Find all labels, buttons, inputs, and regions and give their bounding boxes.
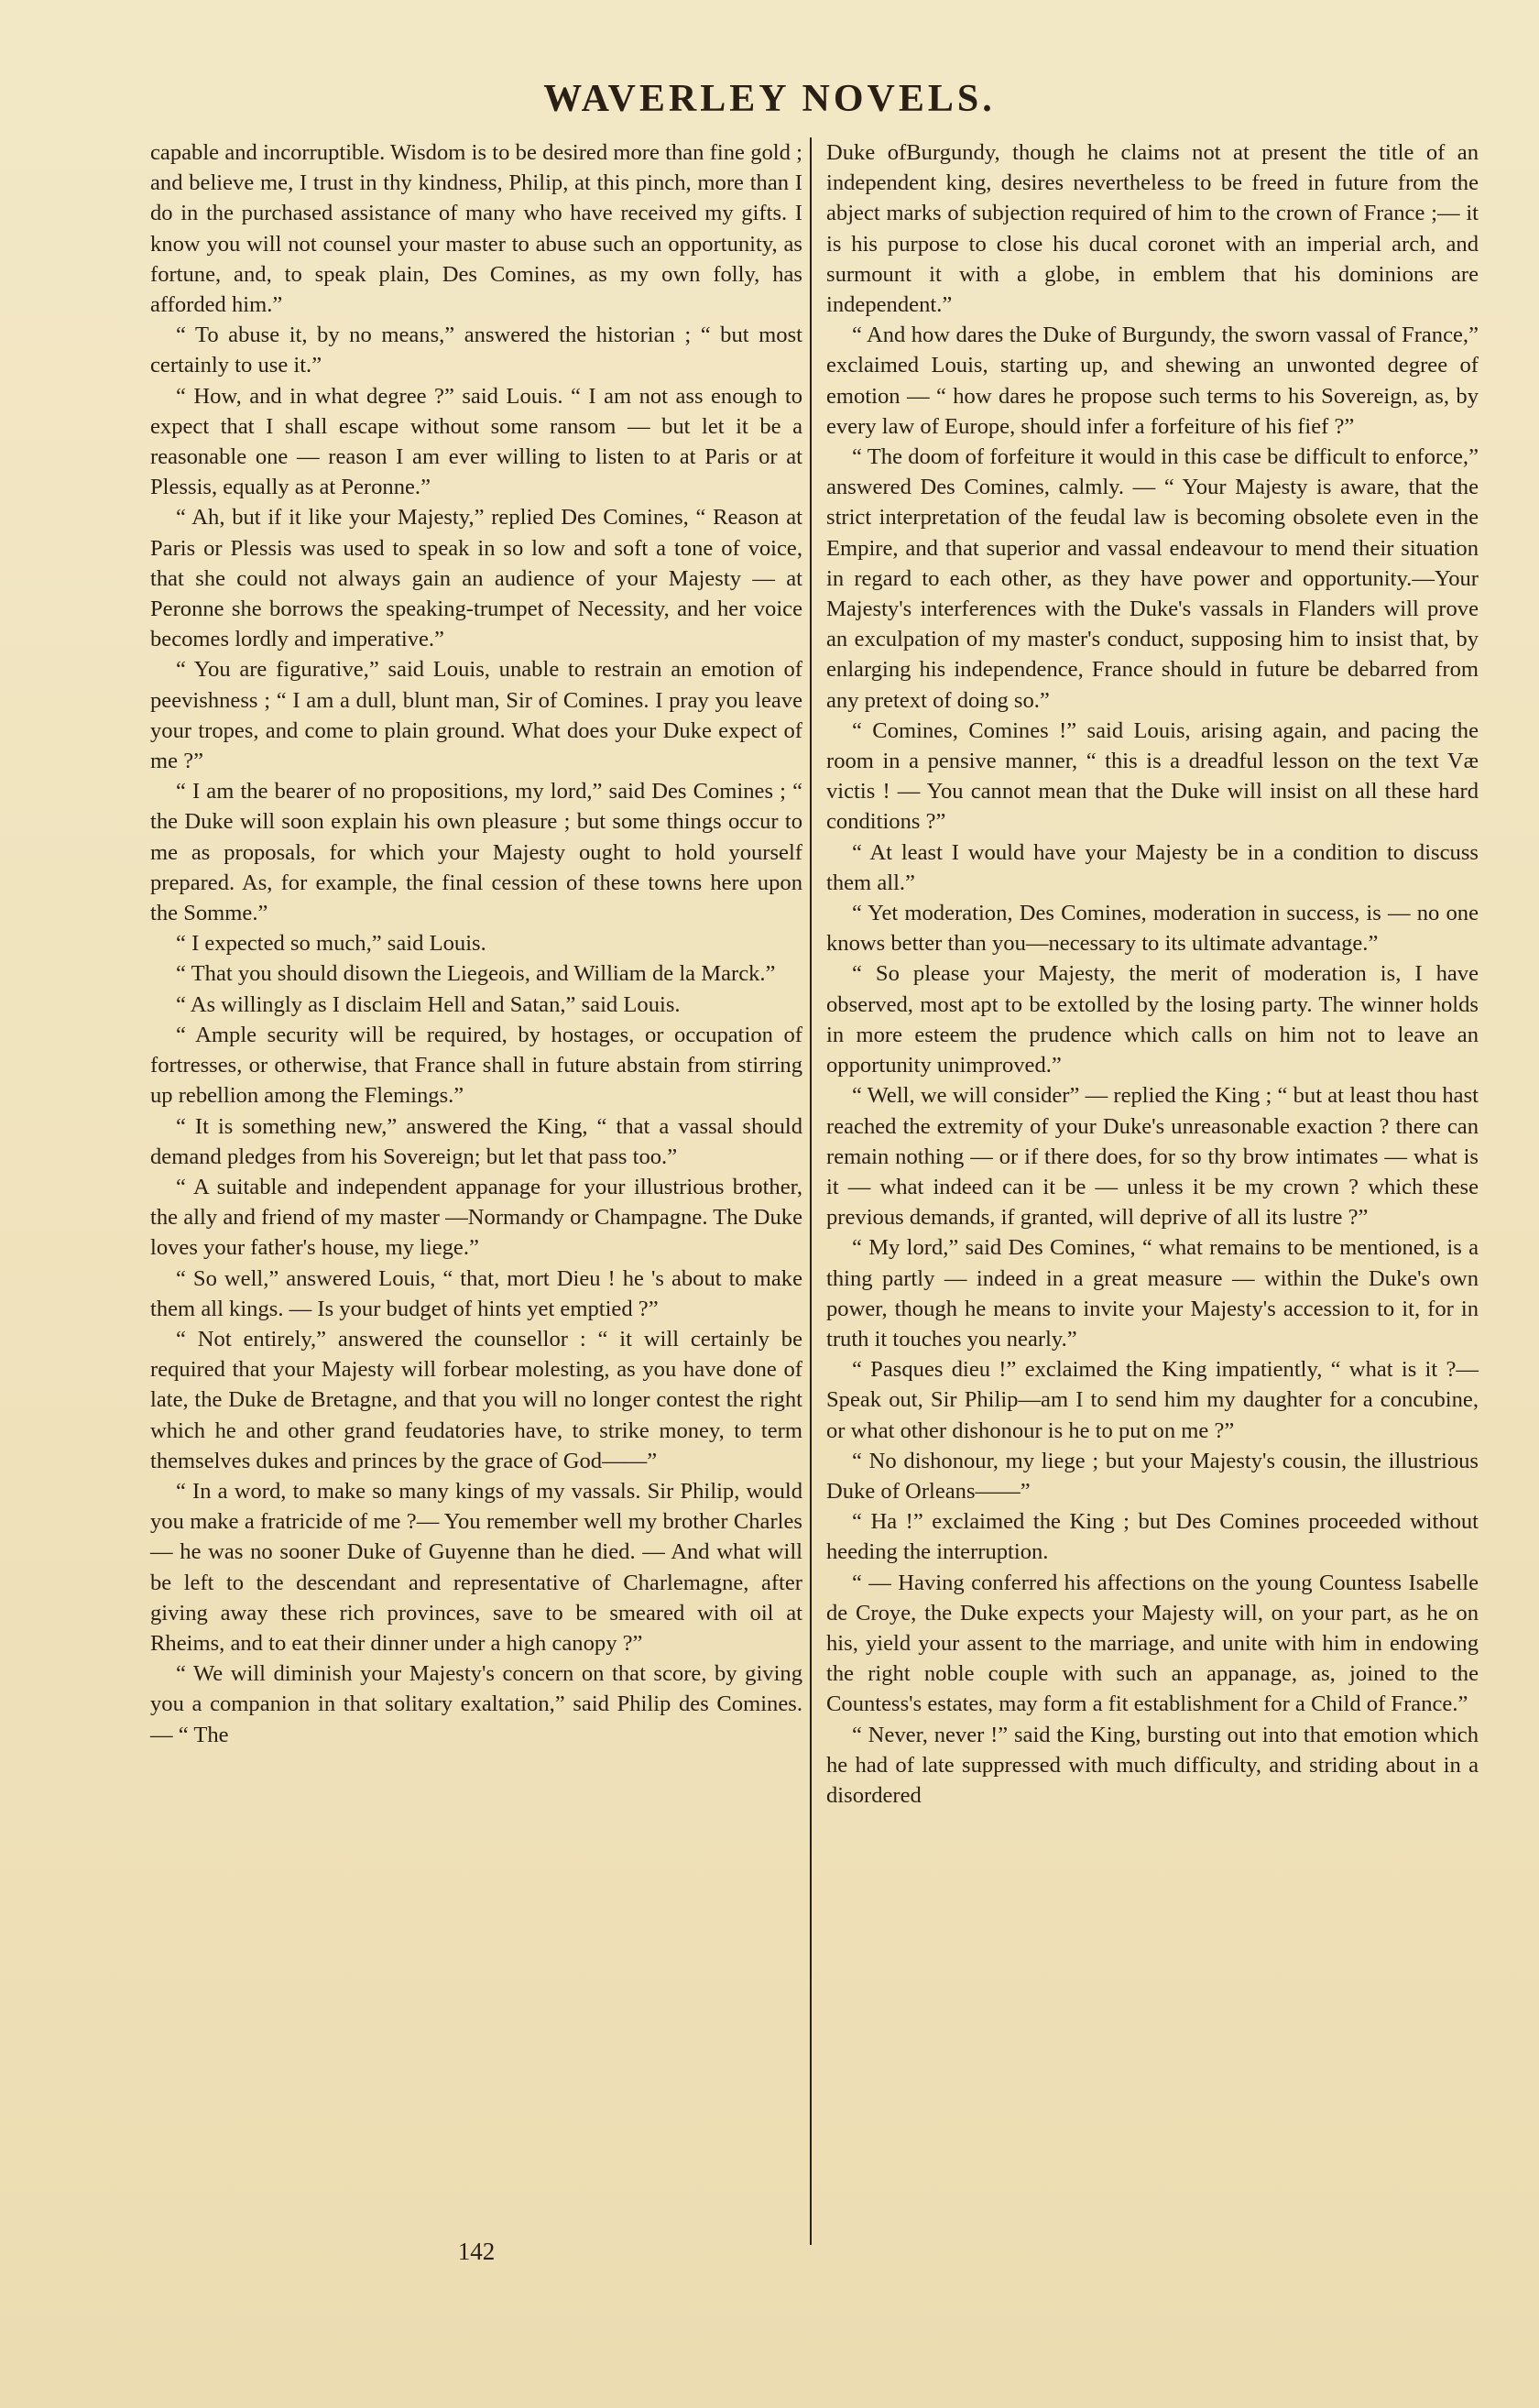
paragraph: “ And how dares the Duke of Burgundy, the sworn vassal of France,” exclaimed Louis, starting up, and shewing an unwonted degree of emotion — “ how dares he propose such terms to his Sovereign, as, by every law of Europe, should infer a forfeiture of his fief ?” [826, 323, 1479, 439]
paragraph: “ My lord,” said Des Comines, “ what remains to be mentioned, is a thing partly — indeed in a great measure — within the Duke's own power, though he means to invite your Majesty's accession to it, for in truth it touches you nearly.” [826, 1235, 1479, 1352]
column-divider [810, 137, 812, 2245]
paragraph: “ So please your Majesty, the merit of moderation is, I have observed, most apt to be extolled by the losing party. The winner holds in more esteem the prudence which calls on him not to leave an opportunity unimproved.” [826, 961, 1479, 1078]
paragraph: “ Well, we will consider” — replied the King ; “ but at least thou hast reached the extremity of your Duke's unreasonable exaction ? there can remain nothing — or if there does, for so thy brow intimates — what is it — what indeed can it be — unless it be my crown ? which these previous demands, if granted, will deprive of all its lustre ?” [826, 1083, 1479, 1231]
paragraph: “ Pasques dieu !” exclaimed the King impatiently, “ what is it ?—Speak out, Sir Philip—am I to send him my daughter for a concubine, or what other dishonour is he to put on me ?” [826, 1357, 1479, 1443]
left-column [150, 137, 802, 1750]
paragraph: “ You are figurative,” said Louis, unable to restrain an emotion of peevishness ; “ I am a dull, blunt man, Sir of Comines. I pray you leave your tropes, and come to plain ground. What does your Duke expect of me ?” [150, 657, 802, 774]
paragraph: “ Comines, Comines !” said Louis, arising again, and pacing the room in a pensive manner, “ this is a dreadful lesson on the text Væ victis ! — You cannot mean that the Duke will insist on all these hard conditions ?” [826, 717, 1479, 835]
paragraph: “ Yet moderation, Des Comines, moderation in success, is — no one knows better than you—necessary to its ultimate advantage.” [826, 901, 1479, 957]
paragraph: “ In a word, to make so many kings of my vassals. Sir Philip, would you make a fratricide of me ?— You remember well my brother Charles — he was no sooner Duke of Guyenne than he died. — And what will be left to the descendant and representative of Charlemagne, after giving away these rich provinces, save to be smeared with oil at Rheims, and to eat their dinner under a high canopy ?” [150, 1478, 802, 1656]
paragraph: “ So well,” answered Louis, “ that, mort Dieu ! he 's about to make them all kings. — Is your budget of hints yet emptied ?” [150, 1265, 802, 1321]
paragraph: “ How, and in what degree ?” said Louis. “ I am not ass enough to expect that I shall escape without some ransom — but let it be a reasonable one — reason I am ever willing to listen to at Paris or at Plessis, equally as at Peronne.” [150, 383, 802, 500]
paragraph: “ — Having conferred his affections on the young Countess Isabelle de Croye, the Duke expects your Majesty will, on your part, as he on his, yield your assent to the marriage, and unite with him in endowing the right noble couple with such an appanage, as, joined to the Countess's estates, may form a fit establishment for a Child of France.” [826, 1570, 1479, 1717]
paragraph: “ To abuse it, by no means,” answered the historian ; “ but most certainly to use it.” [150, 323, 802, 378]
paragraph: “ As willingly as I disclaim Hell and Satan,” said Louis. [176, 991, 681, 1017]
paragraph: “ I am the bearer of no propositions, my lord,” said Des Comines ; “ the Duke will soon explain his own pleasure ; but some things occur to me as proposals, for which your Majesty ought to hold yourself prepared. As, for example, the final cession of these towns here upon the Somme.” [150, 779, 802, 926]
paragraph: “ Ha !” exclaimed the King ; but Des Comines proceeded without heeding the interruption. [826, 1509, 1479, 1565]
paragraph: “ Not entirely,” answered the counsellor : “ it will certainly be required that your Majesty will forbear molesting, as you have done of late, the Duke de Bretagne, and that you will no longer contest the right which he and other grand feudatories have, to strike money, to term themselves dukes and princes by the grace of God——” [150, 1326, 802, 1473]
paragraph: “ The doom of forfeiture it would in this case be difficult to enforce,” answered Des Comines, calmly. — “ Your Majesty is aware, that the strict interpretation of the feudal law is becoming obsolete even in the Empire, and that superior and vassal endeavour to mend their situation in regard to each other, as they have power and opportunity.—Your Majesty's interferences with the Duke's vassals in Flanders will prove an exculpation of my master's conduct, supposing him to insist that, by enlarging his independence, France should in future be debarred from any pretext of doing so.” [826, 444, 1479, 713]
paragraph: Duke ofBurgundy, though he claims not at present the title of an independent king, desires nevertheless to be freed in future from the abject marks of subjection required of him to the crown of France ;— it is his purpose to close his ducal coronet with an imperial arch, and surmount it with a globe, in emblem that his dominions are independent.” [826, 140, 1479, 318]
paragraph: “ No dishonour, my liege ; but your Majesty's cousin, the illustrious Duke of Orleans——” [826, 1448, 1479, 1504]
running-header: WAVERLEY NOVELS. [543, 78, 996, 120]
paragraph: “ We will diminish your Majesty's concern on that score, by giving you a companion in that solitary exaltation,” said Philip des Comines. — “ The [150, 1661, 802, 1747]
paragraph: “ Ah, but if it like your Majesty,” replied Des Comines, “ Reason at Paris or Plessis was used to speak in so low and soft a tone of voice, that she could not always gain an audience of your Majesty — at Peronne she borrows the speaking-trumpet of Necessity, and her voice becomes lordly and imperative.” [150, 505, 802, 652]
paragraph: “ I expected so much,” said Louis. [176, 931, 486, 957]
paragraph: “ It is something new,” answered the King, “ that a vassal should demand pledges from his Sovereign; but let that pass too.” [150, 1113, 802, 1169]
paragraph: “ Ample security will be required, by hostages, or occupation of fortresses, or otherwise, that France shall in future abstain from stirring up rebellion among the Flemings.” [150, 1022, 802, 1109]
paragraph: capable and incorruptible. Wisdom is to be desired more than fine gold ; and believe me, I trust in thy kindness, Philip, at this pinch, more than I do in the purchased assistance of many who have received my gifts. I know you will not counsel your master to abuse such an opportunity, as fortune, and, to speak plain, Des Comines, as my own folly, has afforded him.” [150, 140, 802, 318]
right-column [826, 137, 1479, 1811]
paragraph: “ At least I would have your Majesty be in a condition to discuss them all.” [826, 839, 1479, 895]
paragraph: “ That you should disown the Liegeois, and William de la Marck.” [176, 961, 776, 987]
paragraph: “ A suitable and independent appanage for your illustrious brother, the ally and friend of my master —Normandy or Champagne. The Duke loves your father's house, my liege.” [150, 1174, 802, 1261]
paragraph: “ Never, never !” said the King, bursting out into that emotion which he had of late suppressed with much difficulty, and striding about in a disordered [826, 1722, 1479, 1808]
page-number: 142 [457, 2238, 496, 2265]
